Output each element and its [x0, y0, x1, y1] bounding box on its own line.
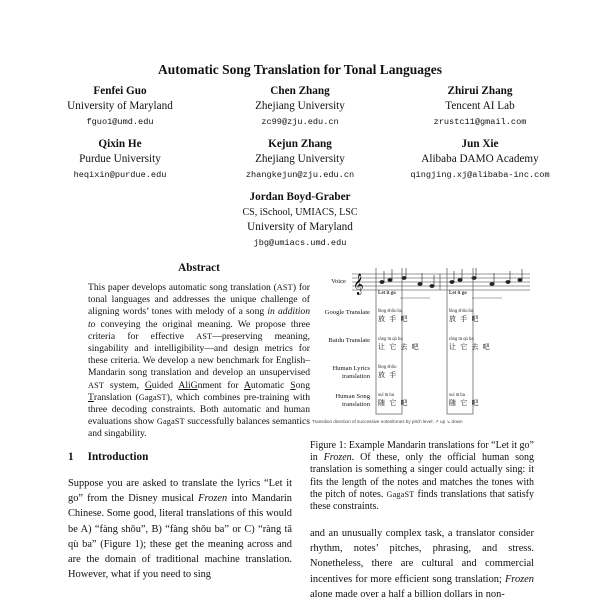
- figure-1-caption: Figure 1: Example Mandarin translations for “Let it go” in Frozen. Of these, only the official human song translation is something a singer could actually sing: it fits the length of the notes and matches the tones with the pitch of notes. GagaST finds translations that satisfy these constraints.: [310, 440, 534, 513]
- abstract-text: This paper develops automatic song translation (AST) for tonal languages and addresses the unique challenge of aligning words’ tones with melody of a song in addition to conveying the original meaning. We propose three criteria for effective AST—preserving meaning, singability and intelligibility—and design metrics for these criteria. We develop a new benchmark for English–Mandarin song translation and develop an unsupervised AST system, Guided AliGnment for Automatic Song Translation (GagaST), which combines pre-training with three decoding constraints. Both automatic and human evaluations show GagaST successfully balances semantics and singability.: [88, 282, 311, 440]
- author-name: Qixin He: [98, 138, 142, 150]
- row-label-baidu: Baidu Translate: [328, 337, 370, 344]
- row-characters: 随 它 吧: [449, 399, 480, 407]
- author-affiliation: Zhejiang University: [255, 153, 345, 165]
- author-name: Chen Zhang: [270, 85, 330, 97]
- row-pinyin: fàng shǒu ba: [378, 308, 403, 313]
- author-block: [390, 84, 570, 130]
- last-author-block: [0, 190, 600, 251]
- figure-1: [312, 268, 532, 428]
- row-characters: 放 手 吧: [449, 315, 480, 323]
- author-name: Fenfei Guo: [93, 85, 147, 97]
- figure-legend: Transition direction of successive notes/tones by pitch level: ↗ up ↘ down: [312, 419, 463, 424]
- row-pinyin: suí tā ba: [449, 392, 466, 397]
- author-affiliation: Purdue University: [79, 153, 161, 165]
- lyrics-line: Let it go: [449, 291, 467, 296]
- author-affiliation: Zhejiang University: [255, 100, 345, 112]
- row-pinyin: ràng tā qù ba: [378, 336, 403, 341]
- author-email[interactable]: jbg@umiacs.umd.edu: [253, 238, 347, 248]
- author-name: Kejun Zhang: [268, 138, 332, 150]
- right-column-text: and an unusually complex task, a translator consider rhythm, notes’ pitches, phrasing, and stress. Nonetheless, there are cultural and commercial incentives for more efficient song translation; Frozen alone made over a half a billion dollars in non-: [310, 528, 534, 600]
- section-heading-introduction: 1 Introduction: [68, 451, 149, 463]
- treble-clef-icon: 𝄞: [353, 274, 364, 295]
- row-label-google: Google Translate: [324, 309, 370, 316]
- music-staff: [352, 274, 530, 290]
- abstract-heading: Abstract: [178, 262, 220, 274]
- author-affiliation: Alibaba DAMO Academy: [421, 153, 539, 165]
- author-affiliation: Tencent AI Lab: [445, 100, 515, 112]
- author-name: Jordan Boyd-Graber: [249, 191, 351, 203]
- author-email[interactable]: zc99@zju.edu.cn: [261, 117, 339, 127]
- intro-text: Suppose you are asked to translate the lyrics “Let it go” from the Disney musical Frozen into Mandarin Chinese. Some good, literal translations of this would be A) “fàng shǒu”, B) “fàng shǒu ba” or C) “ràng tā qù ba” (Figure 1); these get the meaning across and are the domain of traditional machine translation. However, what if you need to sing: [68, 478, 292, 581]
- author-affiliation: University of Maryland: [67, 100, 173, 112]
- lyrics-line: Let it go: [378, 291, 396, 296]
- author-affiliation: University of Maryland: [247, 221, 353, 233]
- author-block: [210, 84, 390, 130]
- author-department: CS, iSchool, UMIACS, LSC: [242, 207, 358, 218]
- row-pinyin: fàng shǒu: [378, 364, 397, 369]
- author-row-2: [30, 137, 570, 183]
- author-email[interactable]: fguo1@umd.edu: [86, 117, 154, 127]
- row-pinyin: suí tā ba: [378, 392, 395, 397]
- row-characters: 让 它 去 吧: [378, 343, 420, 351]
- author-block: [30, 137, 210, 183]
- paper-title: Automatic Song Translation for Tonal Languages: [158, 62, 442, 77]
- row-pinyin: fàng shǒu ba: [449, 308, 474, 313]
- row-characters: 让 它 去 吧: [449, 343, 491, 351]
- row-label-human-song: Human Song translation: [335, 393, 370, 408]
- author-block: [210, 137, 390, 183]
- author-email[interactable]: heqixin@purdue.edu: [73, 170, 167, 180]
- author-email[interactable]: zhangkejun@zju.edu.cn: [245, 170, 355, 180]
- row-characters: 随 它 吧: [378, 399, 409, 407]
- author-block: [390, 137, 570, 183]
- row-pinyin: ràng tā qù ba: [449, 336, 474, 341]
- author-name: Zhirui Zhang: [447, 85, 513, 97]
- row-characters: 放 手: [378, 371, 398, 379]
- author-name: Jun Xie: [461, 138, 499, 150]
- voice-label: Voice: [331, 278, 346, 285]
- author-row-1: [30, 84, 570, 130]
- author-email[interactable]: qingjing.xj@alibaba-inc.com: [410, 170, 550, 180]
- row-label-human-lyrics: Human Lyrics translation: [332, 365, 370, 380]
- author-block: [30, 84, 210, 130]
- row-characters: 放 手 吧: [378, 315, 409, 323]
- author-email[interactable]: zrustc11@gmail.com: [433, 117, 527, 127]
